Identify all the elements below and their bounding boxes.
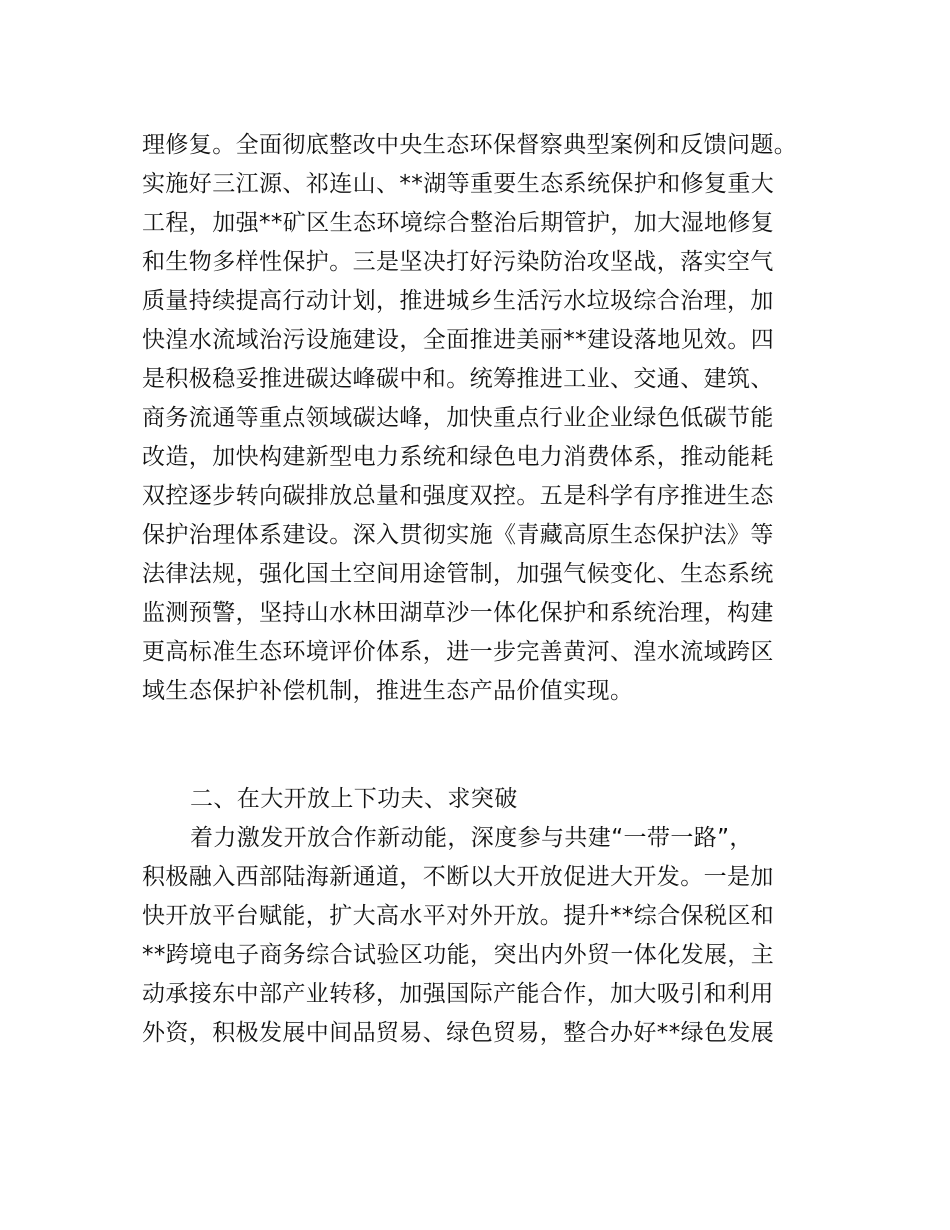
text-line: 更高标准生态环境评价体系，进一步完善黄河、湟水流域跨区	[142, 639, 774, 665]
text-line: 改造，加快构建新型电力系统和绿色电力消费体系，推动能耗	[142, 444, 774, 470]
section-opening-up	[142, 780, 822, 1053]
text-line: 和生物多样性保护。三是坚决打好污染防治攻坚战，落实空气	[142, 249, 774, 275]
text-line: 着力激发开放合作新动能，深度参与共建“一带一路”，	[190, 825, 753, 851]
section-heading: 二、在大开放上下功夫、求突破	[190, 786, 518, 812]
text-line: 监测预警，坚持山水林田湖草沙一体化保护和系统治理，构建	[142, 600, 774, 626]
text-line: 双控逐步转向碳排放总量和强度双控。五是科学有序推进生态	[142, 483, 774, 509]
text-line: 法律法规，强化国土空间用途管制，加强气候变化、生态系统	[142, 561, 774, 587]
text-line: 保护治理体系建设。深入贯彻实施《青藏高原生态保护法》等	[142, 522, 774, 548]
body-paragraph-ecology	[142, 126, 822, 711]
text-line: 快湟水流域治污设施建设，全面推进美丽**建设落地见效。四	[142, 327, 775, 353]
text-line: 域生态保护补偿机制，推进生态产品价值实现。	[142, 678, 634, 704]
text-line: **跨境电子商务综合试验区功能，突出内外贸一体化发展，主	[142, 942, 775, 968]
text-line: 质量持续提高行动计划，推进城乡生活污水垃圾综合治理，加	[142, 288, 774, 314]
text-line: 工程，加强**矿区生态环境综合整治后期管护，加大湿地修复	[142, 210, 775, 236]
text-line: 外资，积极发展中间品贸易、绿色贸易，整合办好**绿色发展	[142, 1020, 775, 1046]
text-line: 理修复。全面彻底整改中央生态环保督察典型案例和反馈问题。	[142, 132, 798, 158]
text-line: 快开放平台赋能，扩大高水平对外开放。提升**综合保税区和	[142, 903, 775, 929]
text-line: 商务流通等重点领域碳达峰，加快重点行业企业绿色低碳节能	[142, 405, 774, 431]
text-line: 是积极稳妥推进碳达峰碳中和。统筹推进工业、交通、建筑、	[142, 366, 774, 392]
text-line: 积极融入西部陆海新通道，不断以大开放促进大开发。一是加	[142, 864, 774, 890]
text-line: 实施好三江源、祁连山、**湖等重要生态系统保护和修复重大	[142, 171, 775, 197]
text-line: 动承接东中部产业转移，加强国际产能合作，加大吸引和利用	[142, 981, 774, 1007]
